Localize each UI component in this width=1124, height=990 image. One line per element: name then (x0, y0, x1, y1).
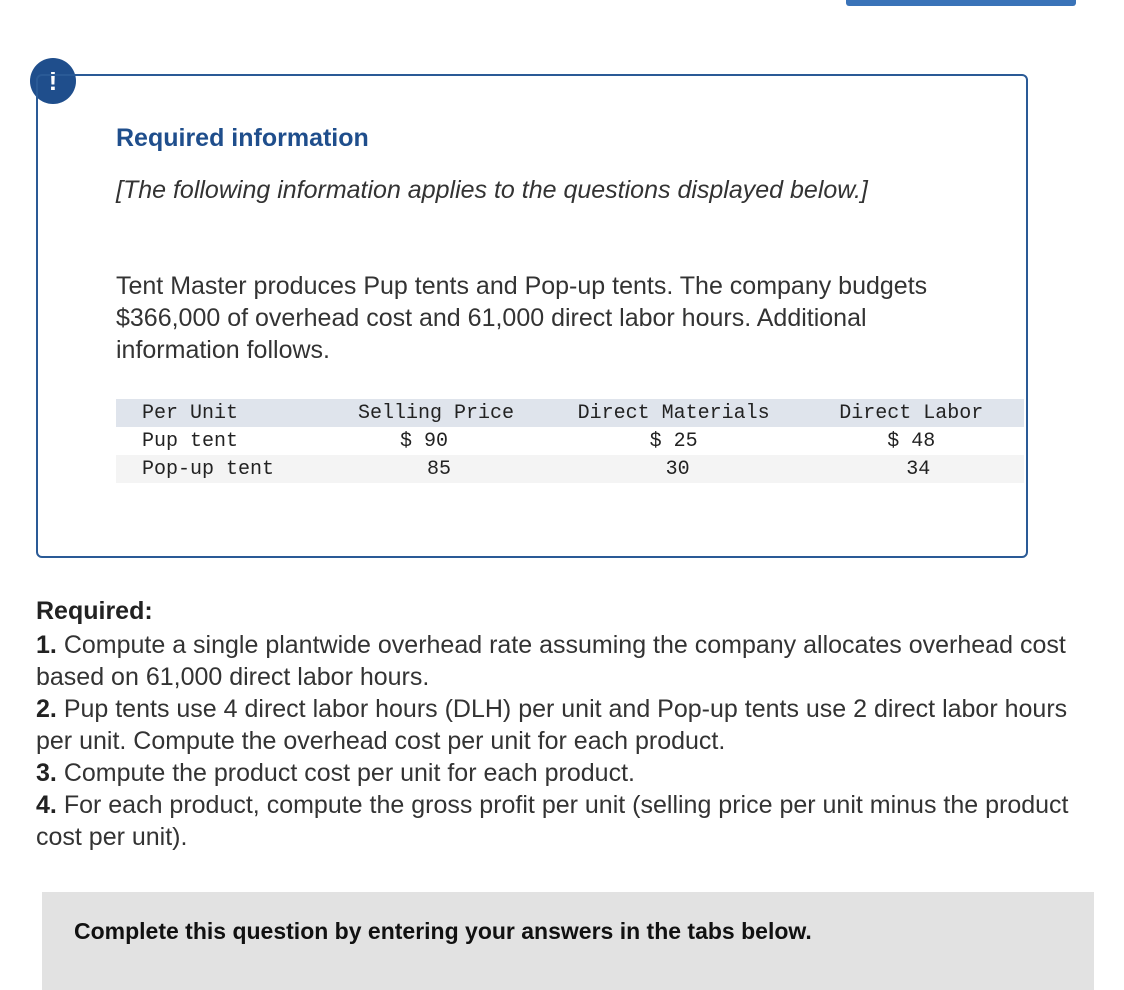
required-heading: Required: (36, 597, 153, 625)
cell-selling-price: $ 90 (400, 429, 449, 453)
row-label: Pup tent (142, 429, 239, 453)
item-text: Compute the product cost per unit for each product. (63, 759, 635, 787)
required-item-3 (36, 757, 1076, 789)
table-header-row (116, 399, 1024, 427)
complete-question-panel (42, 892, 1094, 990)
info-title: Required information (116, 124, 369, 152)
item-text: Pup tents use 4 direct labor hours (DLH) per unit and Pop-up tents use 2 direct labor hours per unit. Compute the overhead cost per unit for each product. (36, 695, 1068, 755)
item-number: 3. (36, 759, 57, 787)
required-item-2 (36, 693, 1076, 757)
item-number: 1. (36, 631, 57, 659)
item-number: 2. (36, 695, 57, 723)
required-section (36, 595, 1076, 853)
item-number: 4. (36, 791, 57, 819)
info-text: Tent Master produces Pup tents and Pop-up tents. The company budgets $366,000 of overhead cost and 61,000 direct labor hours. Additional information follows. (116, 272, 928, 364)
table-row (116, 427, 1024, 455)
complete-instructions: Complete this question by entering your answers in the tabs below. (74, 918, 812, 944)
required-item-1 (36, 629, 1076, 693)
header-per-unit: Per Unit (142, 401, 239, 425)
item-text: Compute a single plantwide overhead rate assuming the company allocates overhead cost based on 61,000 direct labor hours. (36, 631, 1066, 691)
cell-direct-materials: $ 25 (649, 429, 698, 453)
exclamation-symbol: ! (48, 66, 58, 96)
required-information-box (36, 74, 1028, 558)
header-direct-materials: Direct Materials (577, 401, 770, 425)
top-progress-bar (846, 0, 1076, 6)
header-direct-labor: Direct Labor (839, 401, 984, 425)
row-label: Pop-up tent (142, 457, 275, 481)
header-selling-price: Selling Price (357, 401, 515, 425)
cell-direct-labor: $ 48 (887, 429, 936, 453)
cell-direct-materials: 30 (665, 457, 690, 481)
cell-selling-price: 85 (427, 457, 452, 481)
table-row (116, 455, 1024, 483)
item-text: For each product, compute the gross profit per unit (selling price per unit minus the product cost per unit). (36, 791, 1069, 851)
cell-direct-labor: 34 (906, 457, 931, 481)
per-unit-table (116, 399, 1024, 483)
info-note: [The following information applies to the questions displayed below.] (116, 176, 868, 204)
required-item-4 (36, 789, 1076, 853)
